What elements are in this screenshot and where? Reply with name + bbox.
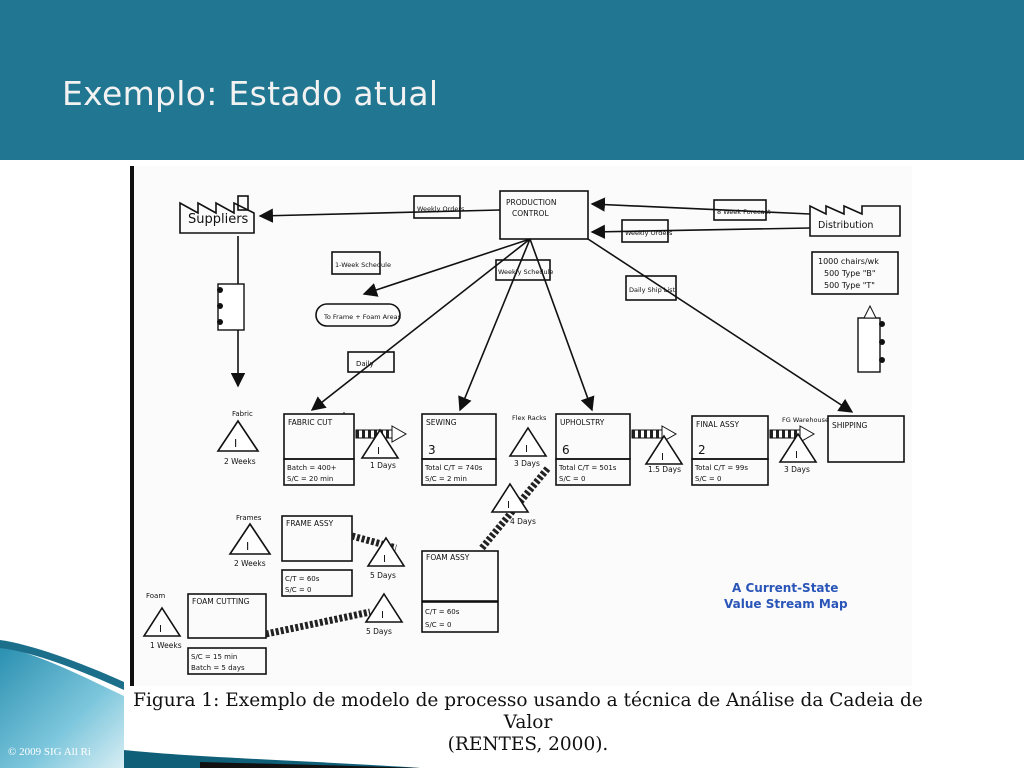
inventory-i-4: I [795,450,798,461]
fabric-cut-info-2: S/C = 20 min [287,475,334,483]
process-name-sewing: SEWING [426,418,457,427]
distribution-label: Distribution [818,220,874,231]
value-stream-map-figure [130,166,912,686]
distribution-info-2: 500 Type "B" [824,269,876,278]
inventory-triangle-3 [646,436,682,464]
daily-label: Daily [356,360,374,368]
foam-assy-info-1: C/T = 60s [425,608,460,616]
inventory-i-3: I [661,452,664,463]
inventory-triangle-frames [230,524,270,554]
inventory-time-3: 1.5 Days [648,465,682,474]
week-schedule-label: 1-Week Schedule [335,261,391,269]
inventory-i-foam: I [159,624,162,635]
week-forecast-label: 8 Week Forecast [717,208,771,216]
inventory-i-fabric: I [234,437,238,450]
production-control-line1: PRODUCTION [506,198,557,207]
legend-line-2: Value Stream Map [724,597,848,611]
legend-line-1: A Current-State [732,581,839,595]
operators-sewing: 3 [428,443,436,457]
weekly-orders-right-label: Weekly Orders [625,229,673,237]
inventory-triangle-2 [510,428,546,456]
inventory-triangle-fabric [218,421,258,451]
caption-line-2: (RENTES, 2000). [447,734,609,755]
slide-header [0,0,1024,160]
frame-assy-info-1: C/T = 60s [285,575,320,583]
weekly-orders-left-label: Weekly Orders [417,205,465,213]
process-name-fabric-cut: FABRIC CUT [288,418,333,427]
foam-cutting-info-2: Batch = 5 days [191,664,245,672]
distribution-info-3: 500 Type "T" [824,281,875,290]
frame-assy-info-2: S/C = 0 [285,586,312,594]
inventory-label-foam: Foam [146,592,166,600]
process-name-frame-assy: FRAME ASSY [286,519,334,528]
operators-upholstry: 6 [562,443,570,457]
inventory-time-frames: 2 Weeks [234,559,266,568]
inventory-i-6: I [507,500,510,511]
figure-caption [124,690,932,755]
inventory-i-frames: I [246,540,250,553]
inventory-time-7: 5 Days [366,627,392,636]
process-name-foam-assy: FOAM ASSY [426,553,470,562]
to-frame-areas-label: To Frame + Foam Areas [324,313,401,321]
sewing-info-1: Total C/T = 740s [425,464,483,472]
final-assy-info-1: Total C/T = 99s [695,464,748,472]
inventory-time-fabric: 2 Weeks [224,457,256,466]
inventory-triangle-7 [366,594,402,622]
foam-assy-info-2: S/C = 0 [425,621,452,629]
inventory-time-5: 5 Days [370,571,396,580]
weekly-schedule-label: Weekly Schedule [498,268,554,276]
process-name-shipping: SHIPPING [832,421,868,430]
inventory-i-5: I [383,554,386,565]
inventory-i-7: I [381,610,384,621]
slide-title: Exemplo: Estado atual [62,74,439,113]
inventory-time-1: 1 Days [370,461,396,470]
upholstry-info-2: S/C = 0 [559,475,586,483]
caption-line-1: Figura 1: Exemplo de modelo de processo usando a técnica de Análise da Cadeia de Valor [133,690,923,733]
production-control-line2: CONTROL [512,209,549,218]
sewing-info-2: S/C = 2 min [425,475,467,483]
process-name-final-assy: FINAL ASSY [696,420,740,429]
inventory-label-2: Flex Racks [512,414,547,422]
inventory-triangle-6 [492,484,528,512]
inventory-triangle-foam [144,608,180,636]
inventory-time-foam: 1 Weeks [150,641,182,650]
inventory-label-4: FG Warehouse [782,416,829,424]
process-name-upholstry: UPHOLSTRY [560,418,605,427]
inventory-time-6: 4 Days [510,517,536,526]
inventory-label-frames: Frames [236,514,262,522]
copyright-text: © 2009 SIG All Ri [8,746,91,758]
daily-ship-list-label: Daily Ship List [629,286,676,294]
process-name-foam-cutting: FOAM CUTTING [192,597,250,606]
distribution-info-1: 1000 chairs/wk [818,257,879,266]
upholstry-info-1: Total C/T = 501s [559,464,617,472]
inventory-i-1: I [377,446,380,457]
value-stream-map [134,166,912,686]
final-assy-info-2: S/C = 0 [695,475,722,483]
inventory-i-2: I [525,444,528,455]
suppliers-label: Suppliers [188,212,249,227]
operators-final-assy: 2 [698,443,706,457]
fabric-cut-info-1: Batch = 400+ [287,464,337,472]
inventory-time-2: 3 Days [514,459,540,468]
inventory-time-4: 3 Days [784,465,810,474]
foam-cutting-info-1: S/C = 15 min [191,653,238,661]
inventory-label-fabric: Fabric [232,410,253,418]
